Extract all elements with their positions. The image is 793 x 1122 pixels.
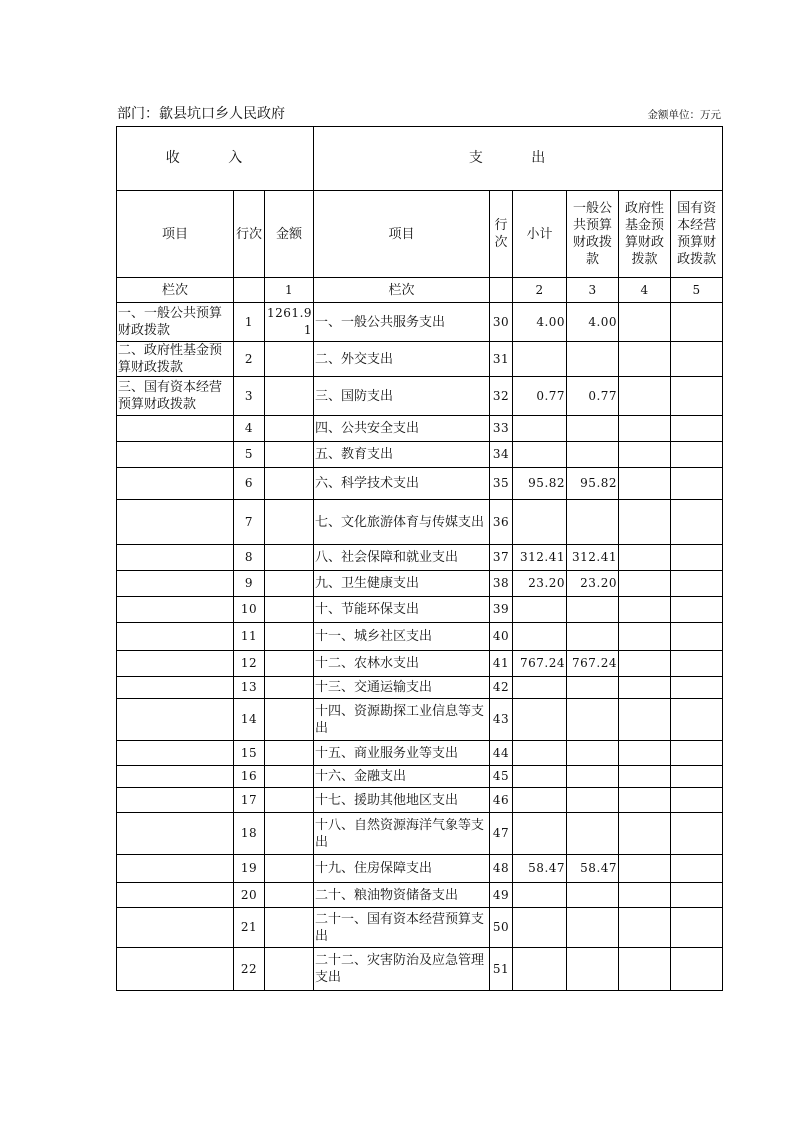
unit-label: 金额单位：万元 bbox=[647, 109, 721, 121]
table-row bbox=[117, 571, 723, 597]
soe-budget-cell bbox=[671, 416, 723, 442]
fund-budget-cell bbox=[619, 571, 671, 597]
expense-item-cell: 十五、商业服务业等支出 bbox=[314, 741, 490, 766]
income-line-cell: 4 bbox=[234, 416, 265, 442]
income-amount-cell: 1261.91 bbox=[265, 303, 314, 342]
income-line-cell: 7 bbox=[234, 500, 265, 545]
expense-line-cell: 30 bbox=[490, 303, 513, 342]
income-line-cell: 8 bbox=[234, 545, 265, 571]
colnum-amount: 1 bbox=[265, 278, 314, 303]
table-row bbox=[117, 813, 723, 855]
colnum-label: 栏次 bbox=[117, 278, 234, 303]
expense-line-cell: 36 bbox=[490, 500, 513, 545]
general-budget-cell bbox=[567, 766, 619, 788]
expense-section-header: 支 出 bbox=[314, 127, 723, 191]
income-line-cell: 16 bbox=[234, 766, 265, 788]
soe-budget-cell bbox=[671, 741, 723, 766]
subtotal-cell bbox=[513, 883, 567, 908]
income-item-cell bbox=[117, 651, 234, 677]
table-row bbox=[117, 303, 723, 342]
general-budget-cell bbox=[567, 948, 619, 991]
expense-line-cell: 35 bbox=[490, 468, 513, 500]
general-budget-cell bbox=[567, 442, 619, 468]
income-amount-cell bbox=[265, 855, 314, 883]
fund-budget-cell bbox=[619, 342, 671, 377]
col-soe-budget: 国有资本经营预算财政拨款 bbox=[671, 191, 723, 278]
expense-item-cell: 六、科学技术支出 bbox=[314, 468, 490, 500]
general-budget-cell bbox=[567, 883, 619, 908]
income-amount-cell bbox=[265, 741, 314, 766]
general-budget-cell: 95.82 bbox=[567, 468, 619, 500]
section-header-row bbox=[117, 127, 723, 191]
col-general-budget: 一般公共预算财政拨款 bbox=[567, 191, 619, 278]
general-budget-cell bbox=[567, 342, 619, 377]
subtotal-cell: 0.77 bbox=[513, 377, 567, 416]
income-amount-cell bbox=[265, 377, 314, 416]
income-amount-cell bbox=[265, 545, 314, 571]
fund-budget-cell bbox=[619, 377, 671, 416]
expense-line-cell: 39 bbox=[490, 597, 513, 623]
table-row bbox=[117, 908, 723, 948]
expense-line-cell: 47 bbox=[490, 813, 513, 855]
subtotal-cell bbox=[513, 813, 567, 855]
expense-item-cell: 三、国防支出 bbox=[314, 377, 490, 416]
income-line-cell: 17 bbox=[234, 788, 265, 813]
expense-item-cell: 二、外交支出 bbox=[314, 342, 490, 377]
table-row bbox=[117, 651, 723, 677]
expense-item-cell: 二十、粮油物资储备支出 bbox=[314, 883, 490, 908]
income-item-cell: 三、国有资本经营预算财政拨款 bbox=[117, 377, 234, 416]
table-row bbox=[117, 766, 723, 788]
income-item-cell bbox=[117, 468, 234, 500]
subtotal-cell bbox=[513, 788, 567, 813]
fund-budget-cell bbox=[619, 788, 671, 813]
expense-item-cell: 十、节能环保支出 bbox=[314, 597, 490, 623]
soe-budget-cell bbox=[671, 545, 723, 571]
general-budget-cell: 312.41 bbox=[567, 545, 619, 571]
income-item-cell bbox=[117, 597, 234, 623]
income-item-cell bbox=[117, 571, 234, 597]
fund-budget-cell bbox=[619, 677, 671, 699]
income-item-cell bbox=[117, 442, 234, 468]
income-item-cell bbox=[117, 623, 234, 651]
general-budget-cell bbox=[567, 699, 619, 741]
table-row bbox=[117, 948, 723, 991]
subtotal-cell bbox=[513, 677, 567, 699]
expense-line-cell: 48 bbox=[490, 855, 513, 883]
income-item-cell bbox=[117, 948, 234, 991]
expense-line-cell: 51 bbox=[490, 948, 513, 991]
income-line-cell: 9 bbox=[234, 571, 265, 597]
income-line-cell: 2 bbox=[234, 342, 265, 377]
soe-budget-cell bbox=[671, 677, 723, 699]
subtotal-cell bbox=[513, 741, 567, 766]
subtotal-cell bbox=[513, 500, 567, 545]
soe-budget-cell bbox=[671, 468, 723, 500]
income-amount-cell bbox=[265, 699, 314, 741]
expense-line-cell: 31 bbox=[490, 342, 513, 377]
colnum-soe: 5 bbox=[671, 278, 723, 303]
income-line-cell: 1 bbox=[234, 303, 265, 342]
soe-budget-cell bbox=[671, 442, 723, 468]
general-budget-cell: 767.24 bbox=[567, 651, 619, 677]
fund-budget-cell bbox=[619, 651, 671, 677]
colnum-line-blank bbox=[234, 278, 265, 303]
expense-line-cell: 46 bbox=[490, 788, 513, 813]
soe-budget-cell bbox=[671, 500, 723, 545]
income-item-cell bbox=[117, 908, 234, 948]
expense-item-cell: 四、公共安全支出 bbox=[314, 416, 490, 442]
income-amount-cell bbox=[265, 788, 314, 813]
subtotal-cell bbox=[513, 597, 567, 623]
col-income-line: 行次 bbox=[234, 191, 265, 278]
table-row bbox=[117, 545, 723, 571]
income-item-cell: 二、政府性基金预算财政拨款 bbox=[117, 342, 234, 377]
subtotal-cell: 4.00 bbox=[513, 303, 567, 342]
expense-item-cell: 一、一般公共服务支出 bbox=[314, 303, 490, 342]
table-row bbox=[117, 623, 723, 651]
expense-line-cell: 42 bbox=[490, 677, 513, 699]
subtotal-cell bbox=[513, 908, 567, 948]
soe-budget-cell bbox=[671, 699, 723, 741]
income-amount-cell bbox=[265, 597, 314, 623]
table-row bbox=[117, 788, 723, 813]
soe-budget-cell bbox=[671, 651, 723, 677]
department-label: 部门：歙县坑口乡人民政府 bbox=[117, 106, 285, 122]
expense-line-cell: 40 bbox=[490, 623, 513, 651]
income-amount-cell bbox=[265, 813, 314, 855]
table-row bbox=[117, 442, 723, 468]
fund-budget-cell bbox=[619, 468, 671, 500]
general-budget-cell bbox=[567, 741, 619, 766]
soe-budget-cell bbox=[671, 623, 723, 651]
soe-budget-cell bbox=[671, 948, 723, 991]
expense-item-cell: 十一、城乡社区支出 bbox=[314, 623, 490, 651]
table-row bbox=[117, 342, 723, 377]
expense-line-cell: 32 bbox=[490, 377, 513, 416]
soe-budget-cell bbox=[671, 813, 723, 855]
expense-item-cell: 十三、交通运输支出 bbox=[314, 677, 490, 699]
subtotal-cell bbox=[513, 699, 567, 741]
income-item-cell bbox=[117, 813, 234, 855]
soe-budget-cell bbox=[671, 303, 723, 342]
expense-item-cell: 十六、金融支出 bbox=[314, 766, 490, 788]
fund-budget-cell bbox=[619, 813, 671, 855]
expense-line-cell: 34 bbox=[490, 442, 513, 468]
expense-line-cell: 43 bbox=[490, 699, 513, 741]
fund-budget-cell bbox=[619, 623, 671, 651]
fund-budget-cell bbox=[619, 699, 671, 741]
general-budget-cell bbox=[567, 813, 619, 855]
general-budget-cell bbox=[567, 597, 619, 623]
income-item-cell bbox=[117, 855, 234, 883]
table-row bbox=[117, 855, 723, 883]
subtotal-cell bbox=[513, 342, 567, 377]
general-budget-cell bbox=[567, 416, 619, 442]
general-budget-cell: 58.47 bbox=[567, 855, 619, 883]
fund-budget-cell bbox=[619, 855, 671, 883]
fund-budget-cell bbox=[619, 948, 671, 991]
subtotal-cell bbox=[513, 948, 567, 991]
income-amount-cell bbox=[265, 500, 314, 545]
income-amount-cell bbox=[265, 766, 314, 788]
income-amount-cell bbox=[265, 908, 314, 948]
colnum-expense-line-blank bbox=[490, 278, 513, 303]
soe-budget-cell bbox=[671, 571, 723, 597]
income-amount-cell bbox=[265, 623, 314, 651]
page-header bbox=[117, 103, 721, 125]
general-budget-cell: 0.77 bbox=[567, 377, 619, 416]
colnum-expense-label: 栏次 bbox=[314, 278, 490, 303]
subtotal-cell: 58.47 bbox=[513, 855, 567, 883]
table-row bbox=[117, 677, 723, 699]
expense-item-cell: 九、卫生健康支出 bbox=[314, 571, 490, 597]
income-item-cell bbox=[117, 788, 234, 813]
expense-line-cell: 33 bbox=[490, 416, 513, 442]
income-item-cell bbox=[117, 883, 234, 908]
soe-budget-cell bbox=[671, 855, 723, 883]
soe-budget-cell bbox=[671, 883, 723, 908]
expense-item-cell: 十九、住房保障支出 bbox=[314, 855, 490, 883]
expense-item-cell: 十四、资源勘探工业信息等支出 bbox=[314, 699, 490, 741]
expense-line-cell: 41 bbox=[490, 651, 513, 677]
subtotal-cell: 312.41 bbox=[513, 545, 567, 571]
expense-item-cell: 十二、农林水支出 bbox=[314, 651, 490, 677]
income-amount-cell bbox=[265, 651, 314, 677]
fund-budget-cell bbox=[619, 597, 671, 623]
subtotal-cell bbox=[513, 416, 567, 442]
income-line-cell: 3 bbox=[234, 377, 265, 416]
col-fund-budget: 政府性基金预算财政拨款 bbox=[619, 191, 671, 278]
income-amount-cell bbox=[265, 883, 314, 908]
income-item-cell bbox=[117, 741, 234, 766]
general-budget-cell bbox=[567, 677, 619, 699]
subtotal-cell bbox=[513, 623, 567, 651]
soe-budget-cell bbox=[671, 788, 723, 813]
income-item-cell bbox=[117, 677, 234, 699]
expense-item-cell: 八、社会保障和就业支出 bbox=[314, 545, 490, 571]
soe-budget-cell bbox=[671, 597, 723, 623]
subtotal-cell bbox=[513, 442, 567, 468]
income-line-cell: 19 bbox=[234, 855, 265, 883]
income-line-cell: 18 bbox=[234, 813, 265, 855]
income-amount-cell bbox=[265, 677, 314, 699]
col-expense-item: 项目 bbox=[314, 191, 490, 278]
col-expense-line: 行次 bbox=[490, 191, 513, 278]
col-income-item: 项目 bbox=[117, 191, 234, 278]
soe-budget-cell bbox=[671, 377, 723, 416]
expense-line-cell: 38 bbox=[490, 571, 513, 597]
income-line-cell: 5 bbox=[234, 442, 265, 468]
table-row bbox=[117, 741, 723, 766]
income-item-cell bbox=[117, 545, 234, 571]
subtotal-cell: 767.24 bbox=[513, 651, 567, 677]
income-amount-cell bbox=[265, 468, 314, 500]
income-section-header: 收 入 bbox=[117, 127, 314, 191]
expense-line-cell: 45 bbox=[490, 766, 513, 788]
table-row bbox=[117, 416, 723, 442]
colnum-general: 3 bbox=[567, 278, 619, 303]
colnum-fund: 4 bbox=[619, 278, 671, 303]
fund-budget-cell bbox=[619, 545, 671, 571]
subtotal-cell bbox=[513, 766, 567, 788]
colnum-subtotal: 2 bbox=[513, 278, 567, 303]
income-line-cell: 22 bbox=[234, 948, 265, 991]
expense-line-cell: 49 bbox=[490, 883, 513, 908]
table-row bbox=[117, 699, 723, 741]
income-line-cell: 11 bbox=[234, 623, 265, 651]
subtotal-cell: 23.20 bbox=[513, 571, 567, 597]
column-header-row bbox=[117, 191, 723, 278]
income-line-cell: 13 bbox=[234, 677, 265, 699]
fund-budget-cell bbox=[619, 766, 671, 788]
income-item-cell bbox=[117, 699, 234, 741]
col-subtotal: 小计 bbox=[513, 191, 567, 278]
fund-budget-cell bbox=[619, 741, 671, 766]
income-line-cell: 15 bbox=[234, 741, 265, 766]
table-row bbox=[117, 883, 723, 908]
income-line-cell: 10 bbox=[234, 597, 265, 623]
column-number-row bbox=[117, 278, 723, 303]
expense-item-cell: 七、文化旅游体育与传媒支出 bbox=[314, 500, 490, 545]
table-row bbox=[117, 597, 723, 623]
income-item-cell bbox=[117, 500, 234, 545]
soe-budget-cell bbox=[671, 908, 723, 948]
income-amount-cell bbox=[265, 416, 314, 442]
table-row bbox=[117, 468, 723, 500]
expense-item-cell: 二十二、灾害防治及应急管理支出 bbox=[314, 948, 490, 991]
income-line-cell: 20 bbox=[234, 883, 265, 908]
general-budget-cell bbox=[567, 788, 619, 813]
income-item-cell: 一、一般公共预算财政拨款 bbox=[117, 303, 234, 342]
income-line-cell: 6 bbox=[234, 468, 265, 500]
income-amount-cell bbox=[265, 571, 314, 597]
general-budget-cell: 4.00 bbox=[567, 303, 619, 342]
general-budget-cell bbox=[567, 623, 619, 651]
expense-item-cell: 十八、自然资源海洋气象等支出 bbox=[314, 813, 490, 855]
income-amount-cell bbox=[265, 342, 314, 377]
fund-budget-cell bbox=[619, 883, 671, 908]
soe-budget-cell bbox=[671, 342, 723, 377]
budget-table bbox=[116, 126, 723, 991]
fund-budget-cell bbox=[619, 303, 671, 342]
income-amount-cell bbox=[265, 442, 314, 468]
expense-line-cell: 37 bbox=[490, 545, 513, 571]
general-budget-cell bbox=[567, 500, 619, 545]
subtotal-cell: 95.82 bbox=[513, 468, 567, 500]
fund-budget-cell bbox=[619, 416, 671, 442]
fund-budget-cell bbox=[619, 908, 671, 948]
table-row bbox=[117, 500, 723, 545]
general-budget-cell: 23.20 bbox=[567, 571, 619, 597]
general-budget-cell bbox=[567, 908, 619, 948]
income-item-cell bbox=[117, 416, 234, 442]
income-line-cell: 12 bbox=[234, 651, 265, 677]
expense-item-cell: 五、教育支出 bbox=[314, 442, 490, 468]
expense-line-cell: 50 bbox=[490, 908, 513, 948]
col-income-amount: 金额 bbox=[265, 191, 314, 278]
income-line-cell: 14 bbox=[234, 699, 265, 741]
expense-line-cell: 44 bbox=[490, 741, 513, 766]
income-line-cell: 21 bbox=[234, 908, 265, 948]
expense-item-cell: 十七、援助其他地区支出 bbox=[314, 788, 490, 813]
fund-budget-cell bbox=[619, 442, 671, 468]
soe-budget-cell bbox=[671, 766, 723, 788]
income-item-cell bbox=[117, 766, 234, 788]
expense-item-cell: 二十一、国有资本经营预算支出 bbox=[314, 908, 490, 948]
income-amount-cell bbox=[265, 948, 314, 991]
table-row bbox=[117, 377, 723, 416]
fund-budget-cell bbox=[619, 500, 671, 545]
